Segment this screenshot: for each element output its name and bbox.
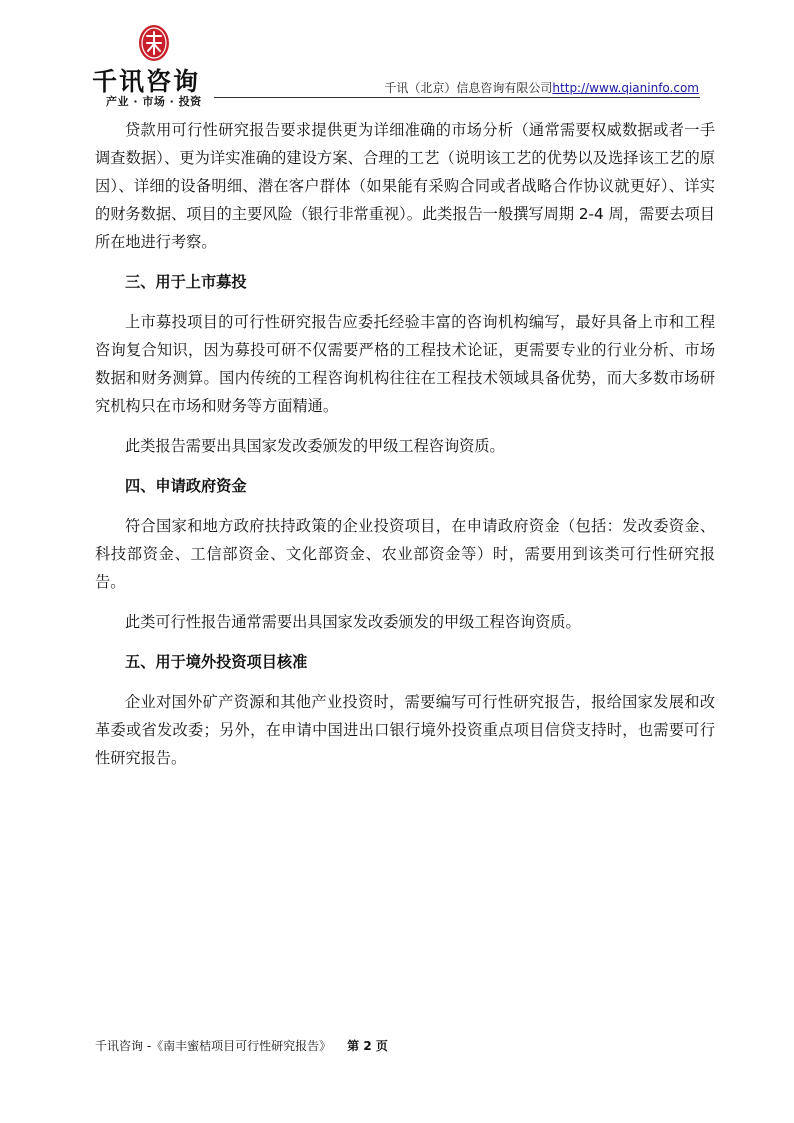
page-footer [95,1037,388,1054]
logo-seal-icon [138,24,170,62]
paragraph-loan-report: 贷款用可行性研究报告要求提供更为详细准确的市场分析（通常需要权威数据或者一手调查数据）、更为详实准确的建设方案、合理的工艺（说明该工艺的优势以及选择该工艺的原因）、详细的设备明细、潜在客户群体（如果能有采购合同或者战略合作协议就更好）、详实的财务数据、项目的主要风险（银行非常重视）。此类报告一般撰写周期 2-4 周，需要去项目所在地进行考察。 [95,121,715,251]
footer-title: 千讯咨询 -《南丰蜜桔项目可行性研究报告》 [95,1039,332,1053]
heading-government-funds: 四、申请政府资金 [125,477,247,495]
paragraph-government-funds: 符合国家和地方政府扶持政策的企业投资项目，在申请政府资金（包括：发改委资金、科技部资金、工信部资金、文化部资金、农业部资金等）时，需要用到该类可行性研究报告。 [95,517,715,591]
heading-overseas-investment: 五、用于境外投资项目核准 [125,653,308,671]
company-name: 千讯（北京）信息咨询有限公司 [384,81,553,95]
paragraph-government-qualification: 此类可行性报告通常需要出具国家发改委颁发的甲级工程咨询资质。 [125,613,581,631]
logo-name: 千讯咨询 [92,67,201,96]
page-header [0,0,794,110]
header-company [384,79,699,96]
heading-ipo: 三、用于上市募投 [125,273,247,291]
page-number: 第 2 页 [347,1039,388,1053]
logo-tagline: 产业 · 市场 · 投资 [106,95,202,108]
paragraph-overseas-investment: 企业对国外矿产资源和其他产业投资时，需要编写可行性研究报告，报给国家发展和改革委或省发改委；另外，在申请中国进出口银行境外投资重点项目信贷支持时，也需要可行性研究报告。 [95,693,715,767]
header-divider [214,97,700,98]
paragraph-ipo-qualification: 此类报告需要出具国家发改委颁发的甲级工程咨询资质。 [125,437,505,455]
document-body [95,116,715,772]
paragraph-ipo-report: 上市募投项目的可行性研究报告应委托经验丰富的咨询机构编写，最好具备上市和工程咨询复合知识，因为募投可研不仅需要严格的工程技术论证，更需要专业的行业分析、市场数据和财务测算。国内传统的工程咨询机构往往在工程技术领域具备优势，而大多数市场研究机构只在市场和财务等方面精通。 [95,313,715,415]
company-url-link[interactable]: http://www.qianinfo.com [552,81,699,95]
